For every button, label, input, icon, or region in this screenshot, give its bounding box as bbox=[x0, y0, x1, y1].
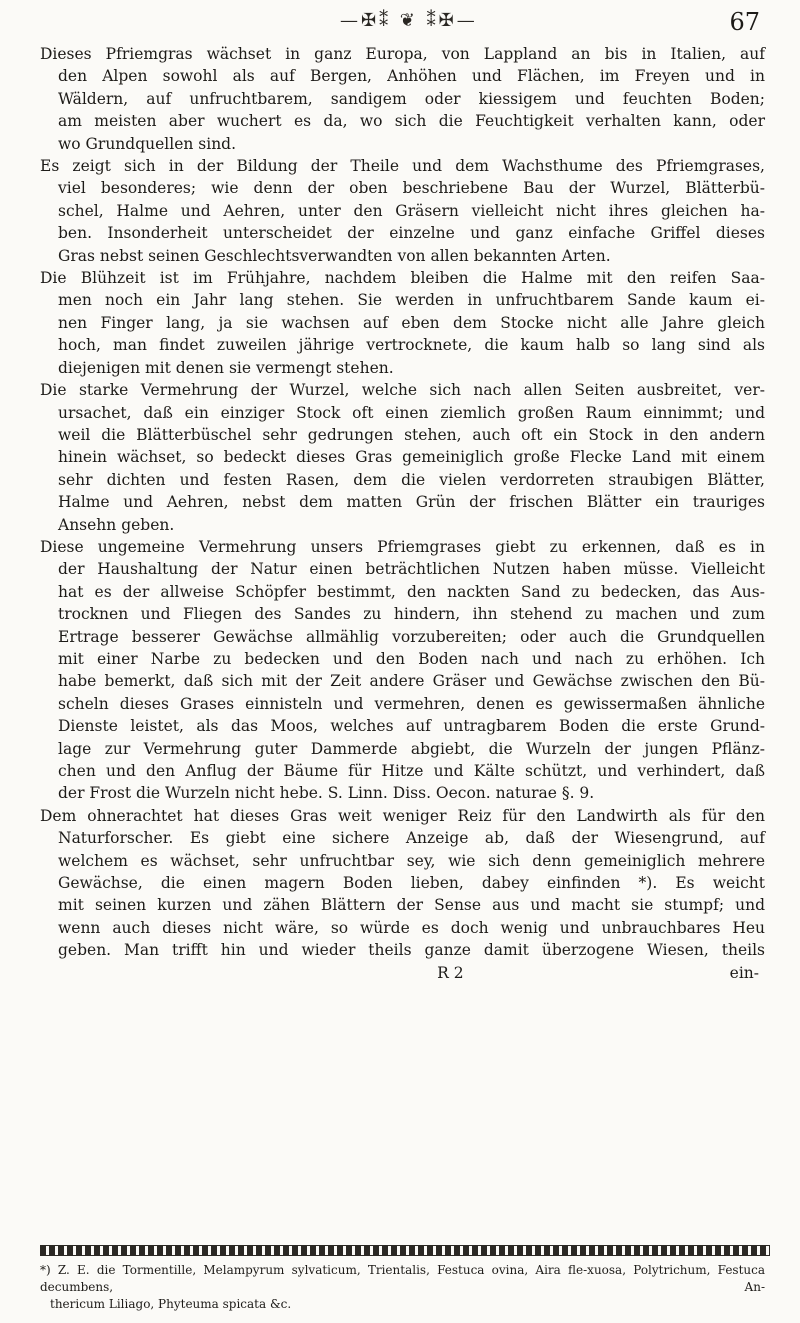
text-line: den Alpen sowohl als auf Bergen, Anhöhen und Flächen, im Freyen und in bbox=[58, 67, 765, 86]
text-line: habe bemerkt, daß sich mit der Zeit andere Gräser und Gewächse zwischen den Bü- bbox=[58, 672, 765, 691]
header-ornament: —✠⁑ ❦ ⁑✠— bbox=[340, 10, 478, 31]
text-line: ursachet, daß ein einziger Stock oft einen ziemlich großen Raum einnimmt; und bbox=[58, 403, 765, 422]
text-line: hinein wächset, so bedeckt dieses Gras gemeiniglich große Flecke Land mit einem bbox=[58, 448, 765, 467]
text-line: chen und den Anflug der Bäume für Hitze und Kälte schützt, und verhindert, daß bbox=[58, 762, 765, 780]
text-line: Die Blühzeit ist im Frühjahre, nachdem bleiben die Halme mit den reifen Saa- bbox=[40, 269, 765, 288]
body-text bbox=[40, 43, 765, 984]
text-line: am meisten aber wuchert es da, wo sich die Feuchtigkeit verhalten kann, oder bbox=[58, 112, 765, 131]
text-line: Dem ohnerachtet hat dieses Gras weit weniger Reiz für den Landwirth als für den bbox=[40, 806, 765, 825]
text-line: viel besonderes; wie denn der oben beschriebene Bau der Wurzel, Blätterbü- bbox=[58, 179, 765, 198]
text-line: Halme und Aehren, nebst dem matten Grün der frischen Blätter ein trauriges bbox=[58, 493, 765, 512]
footnote bbox=[40, 1262, 765, 1313]
text-line: Die starke Vermehrung der Wurzel, welche sich nach allen Seiten ausbreitet, ver- bbox=[40, 381, 765, 400]
text-line: trocknen und Fliegen des Sandes zu hindern, ihn stehend zu machen und zum bbox=[58, 605, 765, 624]
text-line: geben. Man trifft hin und wieder theils ganze damit überzogene Wiesen, theils bbox=[58, 941, 765, 960]
text-line: Wäldern, auf unfruchtbarem, sandigem oder kiessigem und feuchten Boden; bbox=[58, 89, 765, 108]
text-line: Gras nebst seinen Geschlechtsverwandten von allen bekannten Arten. bbox=[58, 246, 611, 265]
text-line: hoch, man findet zuweilen jährige vertrocknete, die kaum halb so lang sind als bbox=[58, 336, 765, 355]
text-line: wo Grundquellen sind. bbox=[58, 134, 237, 153]
text-line: sehr dichten und festen Rasen, dem die vielen verdorreten straubigen Blätter, bbox=[58, 470, 765, 489]
text-line: der Haushaltung der Natur einen beträchtlichen Nutzen haben müsse. Vielleicht bbox=[58, 560, 765, 579]
text-line: nen Finger lang, ja sie wachsen auf eben dem Stocke nicht alle Jahre gleich bbox=[58, 313, 765, 332]
text-line: Naturforscher. Es giebt eine sichere Anzeige ab, daß der Wiesengrund, auf bbox=[58, 829, 765, 848]
signature-catchword-line: R 2 ein- bbox=[437, 963, 759, 982]
text-line: Dienste leistet, als das Moos, welches auf untragbarem Boden die erste Grund- bbox=[58, 717, 765, 736]
text-line: Dieses Pfriemgras wächset in ganz Europa, von Lappland an bis in Italien, auf bbox=[40, 45, 765, 63]
text-line: Ertrage besserer Gewächse allmählig vorzubereiten; oder auch die Grundquellen bbox=[58, 627, 765, 646]
footnote-line: thericum Liliago, Phyteuma spicata &c. bbox=[50, 1297, 292, 1311]
text-line: mit seinen kurzen und zähen Blättern der Sense aus und macht sie stumpf; und bbox=[58, 896, 765, 915]
text-line: schel, Halme und Aehren, unter den Gräsern vielleicht nicht ihres gleichen ha- bbox=[58, 201, 765, 220]
text-line: Ansehn geben. bbox=[58, 515, 175, 534]
text-line: der Frost die Wurzeln nicht hebe. S. Linn. Diss. Oecon. naturae §. 9. bbox=[58, 784, 595, 803]
text-line: weil die Blätterbüschel sehr gedrungen stehen, auch oft ein Stock in den andern bbox=[58, 425, 765, 444]
text-line: Diese ungemeine Vermehrung unsers Pfriemgrases giebt zu erkennen, daß es in bbox=[40, 537, 765, 556]
text-line: men noch ein Jahr lang stehen. Sie werden in unfruchtbarem Sande kaum ei- bbox=[58, 291, 765, 310]
page-number: 67 bbox=[729, 8, 760, 36]
text-line: Es zeigt sich in der Bildung der Theile und dem Wachsthume des Pfriemgrases, bbox=[40, 157, 765, 176]
text-line: wenn auch dieses nicht wäre, so würde es doch wenig und unbrauchbares Heu bbox=[58, 918, 765, 937]
text-line: ben. Insonderheit unterscheidet der einzelne und ganz einfache Griffel dieses bbox=[58, 224, 765, 243]
text-line: hat es der allweise Schöpfer bestimmt, den nackten Sand zu bedecken, das Aus- bbox=[58, 582, 765, 601]
text-line: mit einer Narbe zu bedecken und den Boden nach und nach zu erhöhen. Ich bbox=[58, 649, 765, 668]
text-line: Gewächse, die einen magern Boden lieben, dabey einfinden *). Es weicht bbox=[58, 874, 765, 893]
decorative-rule bbox=[40, 1245, 770, 1256]
text-line: diejenigen mit denen sie vermengt stehen. bbox=[58, 358, 394, 377]
page-header bbox=[0, 2, 800, 42]
footnote-line: *) Z. E. die Tormentille, Melampyrum sylvaticum, Trientalis, Festuca ovina, Aira fle-xuosa, Polytrichum, Festuca decumbens, An- bbox=[40, 1263, 765, 1294]
text-line: welchem es wächset, sehr unfruchtbar sey, wie sich denn gemeiniglich mehrere bbox=[58, 851, 765, 870]
text-line: scheln dieses Grases einnisteln und vermehren, denen es gewissermaßen ähnliche bbox=[58, 694, 765, 713]
text-line: lage zur Vermehrung guter Dammerde abgiebt, die Wurzeln der jungen Pflänz- bbox=[58, 739, 765, 758]
